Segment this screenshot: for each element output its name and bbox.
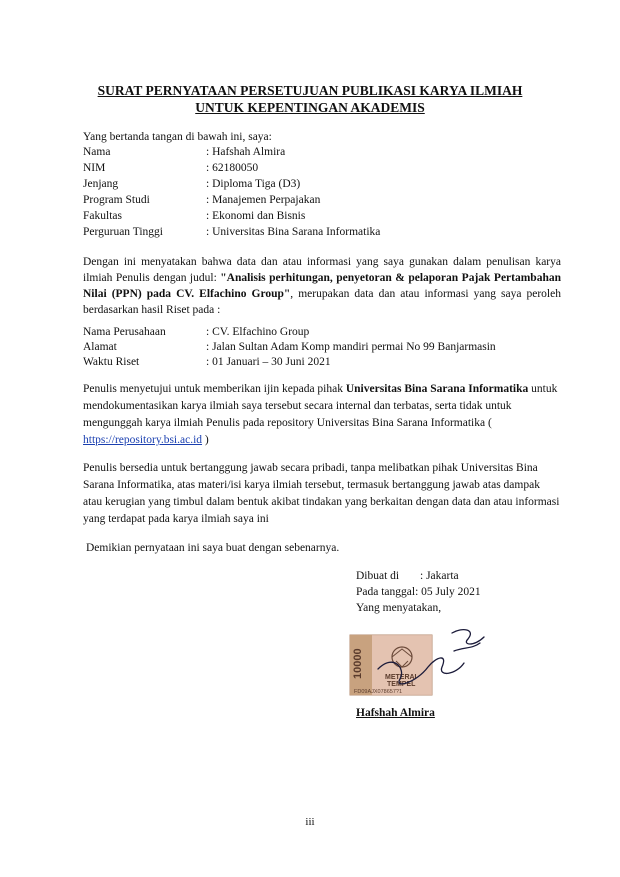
permission-mid: untuk mendokumentasikan karya ilmiah saya tersebut secara internal dan terbatas, serta tidak untuk mengunggah karya ilmiah Penulis pada repository Universitas Bina Sarana Informatika ( [83,383,558,429]
identity-value: : Universitas Bina Sarana Informatika [206,226,381,238]
document-title [60,82,560,116]
intro-text: Yang bertanda tangan di bawah ini, saya: [83,131,272,143]
identity-label: Fakultas [83,210,122,222]
statement-pre: Dengan ini menyatakan bahwa data dan atau informasi yang saya gunakan dalam penulisan karya ilmiah Penulis dengan judul: [83,256,561,284]
identity-label: Program Studi [83,194,150,206]
university-name: Universitas Bina Sarana Informatika [345,383,529,395]
research-label: Nama Perusahaan [83,326,166,338]
signature-area [344,623,494,703]
place-label: Dibuat di [356,570,400,582]
research-value: : Jalan Sultan Adam Komp mandiri permai No 99 Banjarmasin [206,341,496,353]
title-line-2: UNTUK KEPENTINGAN AKADEMIS [195,100,425,115]
permission-paragraph [83,381,561,449]
responsibility-paragraph: Penulis bersedia untuk bertanggung jawab secara pribadi, tanpa melibatkan pihak Universitas Bina Sarana Informatika, atas materi/isi karya ilmiah tersebut, termasuk bertanggung jawab atas dampak atau kerugian yang timbul dalam bentuk akibat tindakan yang berkaitan dengan data dan atau informasi yang terdapat pada karya ilmiah saya ini [83,462,560,525]
stamp-signature-svg [344,623,494,703]
identity-value: : Manajemen Perpajakan [206,194,321,206]
place-value: : Jakarta [420,570,459,582]
permission-pre: Penulis menyetujui untuk memberikan ijin kepada pihak [83,383,346,395]
research-value: : CV. Elfachino Group [206,326,310,338]
page-number: iii [305,816,315,828]
stamp-serial: FD09AJX078657?1 [354,689,403,695]
date-line: Pada tanggal: 05 July 2021 [356,586,481,598]
stamp-number: 10000 [352,648,364,679]
research-label: Alamat [83,341,117,353]
title-line-1: SURAT PERNYATAAN PERSETUJUAN PUBLIKASI KARYA ILMIAH [97,83,523,98]
identity-label: Jenjang [83,178,119,190]
stamp-text-1: METERAI [385,674,417,681]
closing-text: Demikian pernyataan ini saya buat dengan sebenarnya. [86,542,340,554]
meterai-stamp [350,635,432,695]
thesis-title: "Analisis perhitungan, penyetoran & pelaporan Pajak Pertambahan Nilai (PPN) pada CV. Elfachino Group" [83,272,561,300]
identity-value: : Ekonomi dan Bisnis [206,210,306,222]
permission-post: ) [202,434,209,446]
identity-value: : 62180050 [206,162,259,174]
identity-label: Perguruan Tinggi [83,226,163,238]
research-label: Waktu Riset [83,356,140,368]
research-value: : 01 Januari – 30 Juni 2021 [206,356,331,368]
identity-label: Nama [83,146,111,158]
identity-value: : Diploma Tiga (D3) [206,178,301,190]
stamp-text-2: TEMPEL [387,681,416,688]
statement-post: , merupakan data dan atau informasi yang saya peroleh berdasarkan hasil Riset pada : [83,288,561,316]
signer-name: Hafshah Almira [356,707,435,719]
declarer-text: Yang menyatakan, [356,602,442,614]
identity-label: NIM [83,162,106,174]
repository-link[interactable]: https://repository.bsi.ac.id [83,434,203,446]
identity-value: : Hafshah Almira [206,146,286,158]
statement-paragraph [83,254,561,318]
